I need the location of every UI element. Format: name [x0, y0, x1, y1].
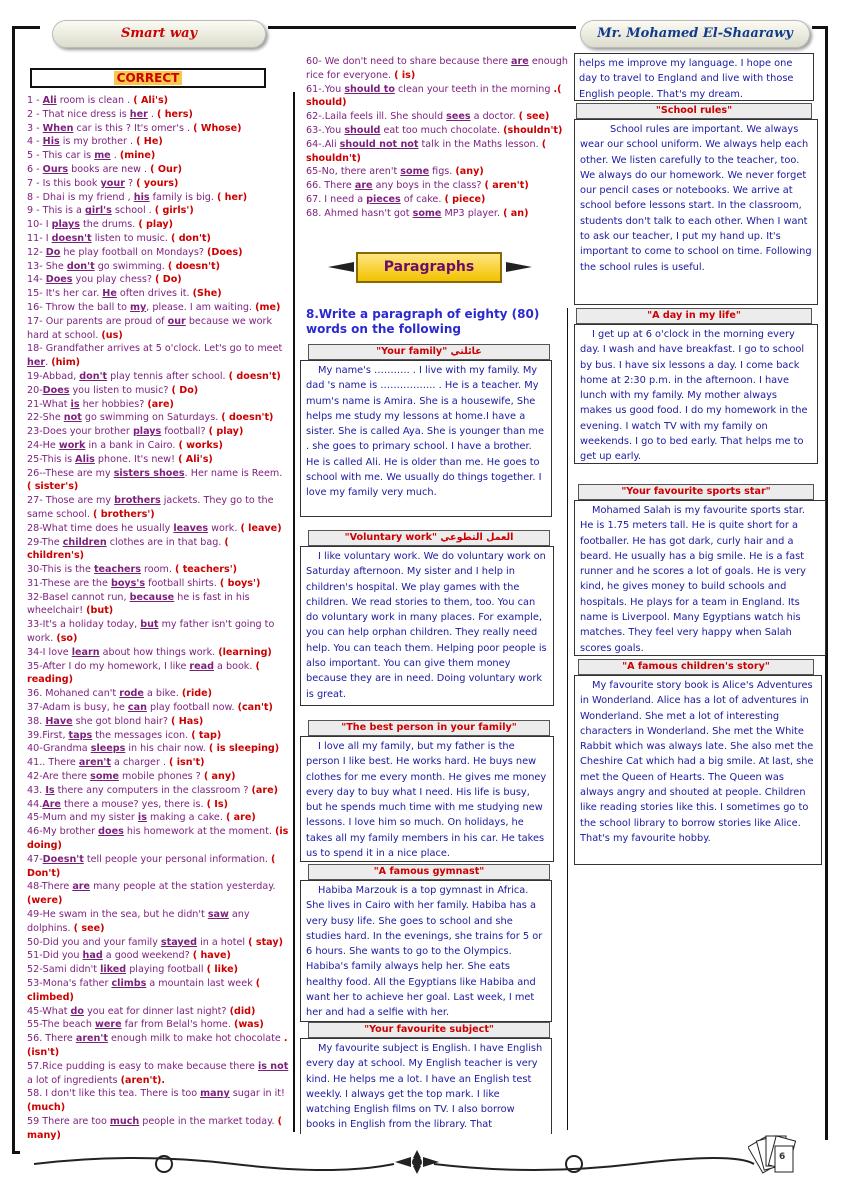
correction-item: 47-Doesn't tell people your personal information. ( Don't): [27, 853, 276, 879]
childrens-story-paragraph: My favourite story book is Alice's Adventures in Wonderland. Alice has a lot of adventures in Wonderland. She met a lot of interesting characters in Wonderland. She met the White Rabbit which was always late. She also met the Cheshire Cat which had a big smile. At last, she met the Queen of Hearts. The Queen was always angry and shouted at people. Children like reading stories like this. I sometimes go to the school library to borrow stories like Alice. That's my favourite hobby.: [574, 675, 822, 865]
correction-item: 53-Mona's father climbs a mountain last week ( climbed): [27, 978, 261, 1003]
correction-item: 37-Adam is busy, he can play football now. (can't): [27, 702, 273, 714]
your-family-paragraph: My name's ……….. . I live with my family. My dad 's name is …………….. . He is a teacher. My mum's name is Amira. She is a housewife, She helps me study my lessons at home.I have a sister. She is called Aya. She is younger than me . she goes to primary school. I have a brother. He is called Ali. He is older than me. He goes to school with me. We usually do things together. I love my family very much.: [300, 360, 552, 517]
famous-gymnast-heading: "A famous gymnast": [308, 864, 550, 880]
best-person-paragraph: I love all my family, but my father is the person I like best. He works hard. He buys new clothes for me every month. He gives me money every day to buy what I need. His life is busy, but he spends much time with me studying new lessons. I love him so much. On holidays, he takes all my family members in his car. He takes us to spend it in a nice place.: [300, 736, 554, 862]
correction-item: 7 - Is this book your ? ( yours): [27, 177, 179, 189]
correction-item: 22-She not go swimming on Saturdays. ( doesn't): [27, 412, 274, 424]
correct-section-title: CORRECT: [30, 68, 266, 88]
voluntary-work-paragraph: I like voluntary work. We do voluntary work on Saturday afternoon. My sister and I help in children's hospital. We play games with the children. We read stories to them, too. You can do voluntary work in many places. For example, you can help orphan children. They really need help. You can teach them. Helping poor people is also important. You can give them money because they are in need. Doing voluntary work is great.: [300, 546, 554, 706]
correction-item: 46-My brother does his homework at the moment. (is doing): [27, 826, 289, 852]
school-rules-heading: "School rules": [576, 103, 812, 119]
correction-item: 55-The beach were far from Belal's home. (was): [27, 1019, 264, 1031]
correction-item: 57.Rice pudding is easy to make because there is not a lot of ingredients (aren't).: [27, 1060, 289, 1086]
correction-item: 45-Mum and my sister is making a cake. ( are): [27, 812, 256, 824]
voluntary-work-heading: "Voluntary work" العمل التطوعي: [308, 530, 550, 546]
correction-item: 63-.You should eat too much chocolate. (shouldn't): [306, 124, 563, 136]
correction-item: 23-Does your brother plays football? ( play): [27, 426, 244, 438]
correction-item: 30-This is the teachers room. ( teachers'): [27, 564, 238, 576]
correction-item: 62-.Laila feels ill. She should sees a doctor. ( see): [306, 111, 550, 123]
childrens-story-heading: "A famous children's story": [578, 659, 814, 675]
correction-item: 60- We don't need to share because there are enough rice for everyone. ( is): [306, 56, 568, 81]
correction-item: 4 - His is my brother . ( He): [27, 136, 163, 148]
correction-item: 52-Sami didn't liked playing football ( like): [27, 964, 238, 976]
correction-item: 41.. There aren't a charger . ( isn't): [27, 757, 205, 769]
school-rules-paragraph: School rules are important. We always wear our school uniform. We always help each other. We listen carefully to the teacher, too. We always do our homework. We never forget our pencil cases or notebooks. We arrive at school before lessons start. In the classroom, students don't talk to each other. When I want to ask our teacher, I put my hand up. It's important to come to school on time. Following the school rules is useful.: [574, 119, 818, 305]
correction-item: 40-Grandma sleeps in his chair now. ( is sleeping): [27, 743, 280, 755]
correction-item: 8 - Dhai is my friend , his family is big. ( her): [27, 191, 248, 203]
correction-item: 10- I plays the drums. ( play): [27, 219, 174, 231]
correction-item: 36. Mohaned can't rode a bike. (ride): [27, 688, 213, 700]
correction-item: 1 - Ali room is clean . ( Ali's): [27, 95, 169, 106]
favourite-subject-paragraph: My favourite subject is English. I have English every day at school. My English teacher is very kind. He helps me a lot. I have an English test weekly. I always get the top mark. I like watching English films on TV. I also borrow books in English from the library. That: [300, 1038, 552, 1134]
correction-item: 26--These are my sisters shoes. Her name is Reem. ( sister's): [27, 467, 283, 493]
correction-item: 45-What do you eat for dinner last night? (did): [27, 1005, 256, 1017]
correction-item: 28-What time does he usually leaves work. ( leave): [27, 522, 282, 534]
correction-item: 49-He swam in the sea, but he didn't saw any dolphins. ( see): [27, 909, 250, 934]
correction-item: 59 There are too much people in the market today. ( many): [27, 1115, 282, 1141]
right-arrow-ornament: [506, 262, 532, 272]
header-left-banner: Smart way: [52, 20, 266, 48]
page-number: 6: [779, 1152, 786, 1162]
correction-item: 31-These are the boys's football shirts. ( boys'): [27, 577, 261, 589]
your-family-heading: "Your family" عائلتي: [308, 344, 550, 360]
favourite-subject-continued: helps me improve my language. I hope one day to travel to England and live with those English people. That's my dream.: [574, 53, 814, 101]
correction-item: 18- Grandfather arrives at 5 o'clock. Let's go to meet her. (him): [27, 343, 283, 369]
day-in-my-life-heading: "A day in my life": [576, 308, 812, 324]
correction-item: 9 - This is a girl's school . ( girls'): [27, 205, 194, 217]
correction-item: 32-Basel cannot run, because he is fast in his wheelchair! (but): [27, 591, 250, 617]
correction-item: 20-Does you listen to music? ( Do): [27, 384, 199, 396]
correction-item: 6 - Ours books are new . ( Our): [27, 163, 182, 175]
correction-item: 14- Does you play chess? ( Do): [27, 274, 182, 286]
famous-gymnast-paragraph: Habiba Marzouk is a top gymnast in Africa. She lives in Cairo with her family. Habiba has a very busy life. She goes to school and she studies hard. In the evenings, she trains for 5 or 6 hours. She wants to go to the Olympics. Habiba's family always help her. She eats healthy food. All the Egyptians like Habiba and want her to achieve her goal. Last week, I met her and had a selfie with her.: [300, 880, 552, 1022]
correction-item: 65-No, there aren't some figs. (any): [306, 166, 484, 178]
sports-star-heading: "Your favourite sports star": [578, 484, 814, 500]
favourite-subject-heading: "Your favourite subject": [308, 1022, 550, 1038]
correction-item: 58. I don't like this tea. There is too many sugar in it! (much): [27, 1088, 285, 1114]
left-arrow-ornament: [328, 262, 354, 272]
best-person-heading: "The best person in your family": [308, 720, 550, 736]
writing-task: 8.Write a paragraph of eighty (80) words on the following: [306, 307, 540, 336]
correction-item: 56. There aren't enough milk to make hot chocolate .(isn't): [27, 1033, 288, 1058]
day-in-my-life-paragraph: I get up at 6 o'clock in the morning every day. I wash and have breakfast. I go to school by bus. I have six lessons a day. I come back home at 2:30 p.m. in the afternoon. I have lunch with my family. My mother always makes us good food. I do my homework in the evening. I watch TV with my family on weekends. I go to bed early. That helps me to get up early.: [574, 324, 818, 464]
correction-item: 67. I need a pieces of cake. ( piece): [306, 193, 486, 205]
correction-item: 33-It's a holiday today, but my father isn't going to work. (so): [27, 619, 275, 645]
correction-item: 11- I doesn't listen to music. ( don't): [27, 232, 211, 244]
correction-item: 29-The children clothes are in that bag. ( children's): [27, 536, 229, 562]
correct-list-continued: [306, 55, 571, 221]
footer-ornament: [14, 1148, 820, 1178]
correction-item: 44.Are there a mouse? yes, there is. ( Is): [27, 798, 228, 810]
correction-item: 17- Our parents are proud of our because we work hard at school. (us): [27, 315, 273, 341]
correction-item: 13- She don't go swimming. ( doesn't): [27, 260, 220, 272]
cards-icon: [748, 1130, 798, 1176]
correction-item: 51-Did you had a good weekend? ( have): [27, 950, 231, 962]
correction-item: 34-I love learn about how things work. (learning): [27, 646, 272, 658]
correction-item: 15- It's her car. He often drives it. (She): [27, 288, 222, 300]
column-divider-left: [293, 92, 295, 1132]
correction-item: 5 - This car is me . (mine): [27, 150, 156, 162]
correction-item: 27- Those are my brothers jackets. They go to the same school. ( brothers'): [27, 495, 274, 520]
correction-item: 19-Abbad, don't play tennis after school. ( doesn't): [27, 370, 281, 382]
correction-item: 25-This is Alis phone. It's new! ( Ali's): [27, 453, 213, 465]
correction-item: 35-After I do my homework, I like read a book. ( reading): [27, 660, 260, 686]
paragraphs-banner: Paragraphs: [356, 252, 502, 283]
correction-item: 2 - That nice dress is her . ( hers): [27, 108, 193, 120]
correction-item: 43. Is there any computers in the classroom ? (are): [27, 784, 278, 796]
correction-item: 21-What is her hobbies? (are): [27, 398, 174, 410]
correction-item: 66. There are any boys in the class? ( aren't): [306, 180, 529, 192]
correction-item: 42-Are there some mobile phones ? ( any): [27, 771, 236, 783]
header-right-banner: Mr. Mohamed El-Shaarawy: [580, 20, 810, 48]
correction-item: 64-.Ali should not not talk in the Maths lesson. ( shouldn't): [306, 138, 547, 164]
correction-item: 39.First, taps the messages icon. ( tap): [27, 729, 222, 741]
correction-item: 24-He work in a bank in Cairo. ( works): [27, 439, 223, 451]
correction-item: 3 - When car is this ? It's omer's . ( Whose): [27, 122, 242, 134]
correction-item: 16- Throw the ball to my, please. I am waiting. (me): [27, 301, 281, 313]
correction-item: 50-Did you and your family stayed in a hotel ( stay): [27, 936, 283, 948]
correction-item: 48-There are many people at the station yesterday. (were): [27, 881, 276, 907]
correction-item: 61-.You should to clean your teeth in the morning .( should): [306, 83, 562, 109]
correction-item: 68. Ahmed hasn't got some MP3 player. ( an): [306, 207, 529, 219]
correction-item: 12- Do he play football on Mondays? (Does): [27, 246, 243, 258]
sports-star-paragraph: Mohamed Salah is my favourite sports star. He is 1.75 meters tall. He is quite short for a footballer. He has got dark, curly hair and a beard. He usually has a big smile. He is a fast runner and he scores a lot of goals. He is very kind, he gives money to build schools and hospitals. He plays for a team in England. Its name is Liverpool. Many Egyptians watch his matches. They feel very happy when Salah scores goals.: [574, 500, 826, 656]
correction-item: 38. Have she got blond hair? ( Has): [27, 715, 204, 727]
column-divider-right: [567, 308, 568, 1130]
correct-list-left: [27, 94, 289, 1143]
